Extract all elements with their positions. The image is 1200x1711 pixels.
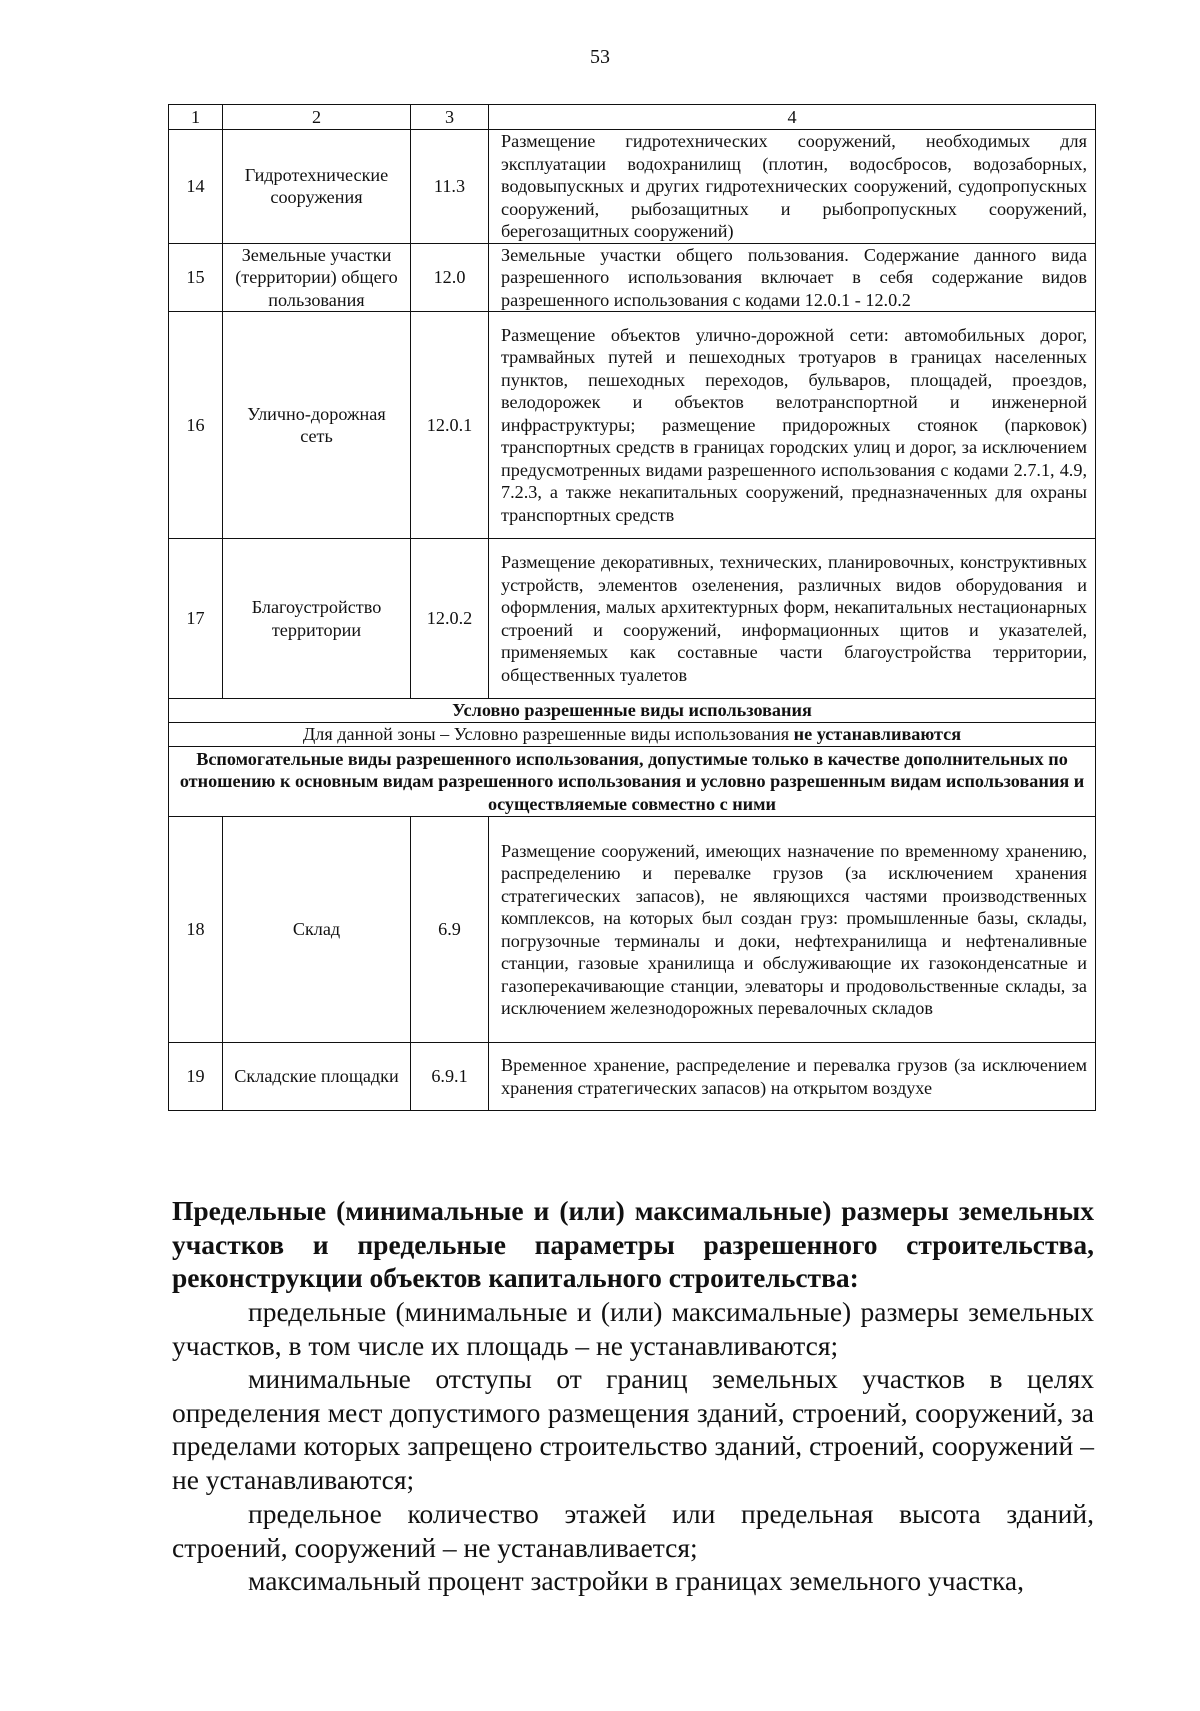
use-type-code: 6.9 (411, 817, 489, 1043)
use-type-name: Складские площадки (223, 1043, 411, 1111)
use-type-code: 12.0.2 (411, 539, 489, 699)
use-type-description: Временное хранение, распределение и перевалка грузов (за исключением хранения стратегических запасов) на открытом воздухе (489, 1043, 1096, 1111)
conditional-uses-heading-row (169, 699, 1096, 723)
use-type-name: Склад (223, 817, 411, 1043)
auxiliary-uses-heading-row (169, 747, 1096, 817)
paragraph: минимальные отступы от границ земельных участков в целях определения мест допустимого размещения зданий, строений, сооружений, за пределами которых запрещено строительство зданий, строений, сооружений – не устанавливаются; (172, 1363, 1094, 1495)
use-type-name: Гидротехнические сооружения (223, 130, 411, 244)
conditional-uses-note-row (169, 723, 1096, 747)
use-type-description: Размещение гидротехнических сооружений, необходимых для эксплуатации водохранилищ (плотин, водосбросов, водозаборных, водовыпускных и других гидротехнических сооружений, судопропускных сооружений, рыбозащитных и рыбопропускных сооружений, берегозащитных сооружений) (489, 130, 1096, 244)
section-heading: Предельные (минимальные и (или) максимальные) размеры земельных участков и предельные параметры разрешенного строительства, реконструкции объектов капитального строительства: (172, 1195, 1094, 1293)
row-number: 14 (169, 130, 223, 244)
use-type-code: 12.0 (411, 243, 489, 312)
use-type-code: 12.0.1 (411, 312, 489, 539)
column-header-2: 2 (223, 105, 411, 130)
table-row (169, 312, 1096, 539)
paragraph: предельные (минимальные и (или) максимальные) размеры земельных участков, в том числе их площадь – не устанавливаются; (172, 1296, 1094, 1361)
table-row (169, 243, 1096, 312)
land-use-table (168, 104, 1096, 1111)
conditional-note-text: Для данной зоны – Условно разрешенные виды использования (302, 724, 790, 745)
table-header-row (169, 105, 1096, 130)
paragraph: предельное количество этажей или предельная высота зданий, строений, сооружений – не устанавливается; (172, 1498, 1094, 1563)
row-number: 16 (169, 312, 223, 539)
use-type-description: Размещение декоративных, технических, планировочных, конструктивных устройств, элементов озеленения, различных видов оборудования и оформления, малых архитектурных форм, некапитальных нестационарных строений и сооружений, информационных щитов и указателей, применяемых как составные части благоустройства территории, общественных туалетов (489, 539, 1096, 699)
conditional-uses-note (169, 723, 1096, 747)
auxiliary-uses-heading: Вспомогательные виды разрешенного использования, допустимые только в качестве дополнительных по отношению к основным видам разрешенного использования и условно разрешенным видам использования и осуществляемые совместно с ними (169, 747, 1096, 817)
use-type-description: Земельные участки общего пользования. Содержание данного вида разрешенного использования включает в себя содержание видов разрешенного использования с кодами 12.0.1 - 12.0.2 (489, 243, 1096, 312)
row-number: 17 (169, 539, 223, 699)
use-type-code: 11.3 (411, 130, 489, 244)
row-number: 19 (169, 1043, 223, 1111)
use-type-code: 6.9.1 (411, 1043, 489, 1111)
conditional-note-emphasis: не устанавливаются (793, 724, 962, 745)
row-number: 15 (169, 243, 223, 312)
column-header-4: 4 (489, 105, 1096, 130)
table-row (169, 539, 1096, 699)
use-type-description: Размещение объектов улично-дорожной сети: автомобильных дорог, трамвайных путей и пешеходных тротуаров в границах населенных пунктов, пешеходных переходов, бульваров, площадей, проездов, велодорожек и объектов велотранспортной и инженерной инфраструктуры; размещение придорожных стоянок (парковок) транспортных средств в границах городских улиц и дорог, за исключением предусмотренных видами разрешенного использования с кодами 2.7.1, 4.9, 7.2.3, а также некапитальных сооружений, предназначенных для охраны транспортных средств (489, 312, 1096, 539)
page-number: 53 (590, 46, 610, 68)
table-row (169, 1043, 1096, 1111)
use-type-name: Улично-дорожная сеть (223, 312, 411, 539)
column-header-3: 3 (411, 105, 489, 130)
paragraph: максимальный процент застройки в границах земельного участка, (248, 1565, 1025, 1596)
use-type-name: Благоустройство территории (223, 539, 411, 699)
row-number: 18 (169, 817, 223, 1043)
table-row (169, 817, 1096, 1043)
column-header-1: 1 (169, 105, 223, 130)
conditional-uses-heading: Условно разрешенные виды использования (169, 699, 1096, 723)
use-type-name: Земельные участки (территории) общего пользования (223, 243, 411, 312)
table-row (169, 130, 1096, 244)
use-type-description: Размещение сооружений, имеющих назначение по временному хранению, распределению и перевалке грузов (за исключением хранения стратегических запасов), не являющихся частями производственных комплексов, на которых был создан груз: промышленные базы, склады, погрузочные терминалы и доки, нефтехранилища и нефтеналивные станции, газовые хранилища и обслуживающие их газоконденсатные и газоперекачивающие станции, элеваторы и продовольственные склады, за исключением железнодорожных перевалочных складов (489, 817, 1096, 1043)
